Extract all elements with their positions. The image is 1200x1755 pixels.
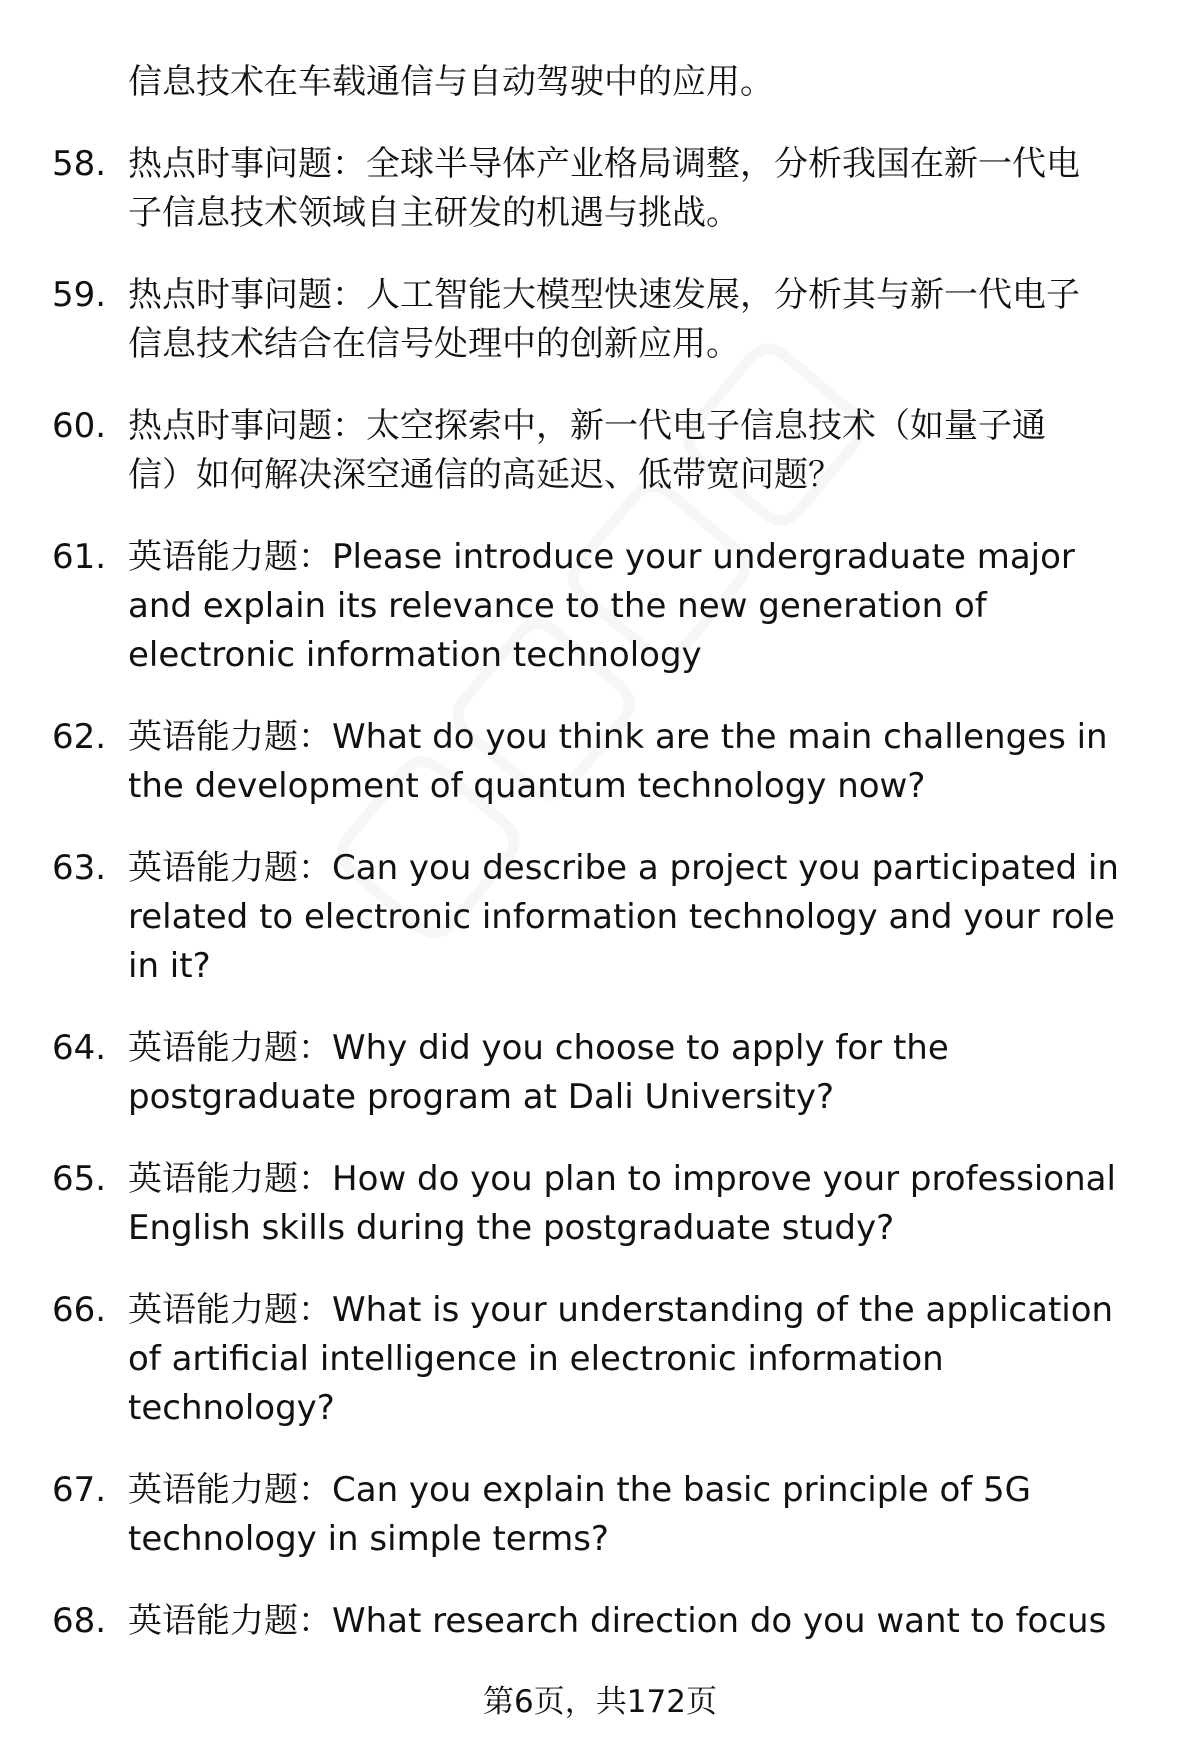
item-line: 英语能力题：Why did you choose to apply for the: [128, 1028, 949, 1068]
item-line: 英语能力题：How do you plan to improve your professional: [128, 1159, 1116, 1199]
item-line: technology?: [128, 1388, 335, 1428]
list-item: [0, 844, 1200, 991]
item-number: 65.: [52, 1159, 107, 1199]
item-line: technology in simple terms?: [128, 1519, 609, 1559]
item-line: 热点时事问题：全球半导体产业格局调整，分析我国在新一代电: [128, 144, 1080, 184]
item-line: 信）如何解决深空通信的高延迟、低带宽问题？: [128, 455, 842, 495]
item-number: 66.: [52, 1290, 107, 1330]
item-text: [128, 844, 1200, 991]
item-line: of artificial intelligence in electronic information: [128, 1339, 944, 1379]
item-line: 英语能力题：What research direction do you want to focus: [128, 1601, 1107, 1641]
item-number: 64.: [52, 1028, 107, 1068]
continuation-text: 信息技术在车载通信与自动驾驶中的应用。: [128, 62, 774, 102]
item-line: English skills during the postgraduate study?: [128, 1208, 895, 1248]
item-line: 热点时事问题：人工智能大模型快速发展，分析其与新一代电子: [128, 275, 1080, 315]
item-text: [128, 1286, 1200, 1433]
list-item: [0, 1024, 1200, 1122]
item-line: 英语能力题：Can you describe a project you participated in: [128, 848, 1119, 888]
item-text: [128, 713, 1200, 811]
item-text: [128, 1155, 1200, 1253]
item-number: 58.: [52, 144, 107, 184]
item-number: 67.: [52, 1470, 107, 1510]
item-line: related to electronic information technology and your role: [128, 897, 1115, 937]
item-text: [128, 1597, 1200, 1646]
list-item: [0, 533, 1200, 680]
item-number: 62.: [52, 717, 107, 757]
item-line: and explain its relevance to the new generation of: [128, 586, 987, 626]
item-number: 59.: [52, 275, 107, 315]
item-line: 信息技术结合在信号处理中的创新应用。: [128, 324, 740, 364]
list-item: [0, 1286, 1200, 1433]
item-number: 60.: [52, 406, 107, 446]
item-line: 英语能力题：Please introduce your undergraduate major: [128, 537, 1075, 577]
item-text: [128, 1466, 1200, 1564]
item-line: 英语能力题：Can you explain the basic principle of 5G: [128, 1470, 1032, 1510]
item-number: 61.: [52, 537, 107, 577]
list-item: [0, 140, 1200, 238]
item-text: [128, 271, 1200, 369]
list-item: [0, 271, 1200, 369]
item-line: postgraduate program at Dali University?: [128, 1077, 835, 1117]
item-text: [128, 140, 1200, 238]
list-item: [0, 1155, 1200, 1253]
item-number: 63.: [52, 848, 107, 888]
item-line: 热点时事问题：太空探索中，新一代电子信息技术（如量子通: [128, 406, 1046, 446]
item-line: electronic information technology: [128, 635, 702, 675]
item-text: [128, 402, 1200, 500]
item-line: 英语能力题：What do you think are the main challenges in: [128, 717, 1108, 757]
item-line: 子信息技术领域自主研发的机遇与挑战。: [128, 193, 740, 233]
list-item: [0, 402, 1200, 500]
question-list: [0, 140, 1200, 1679]
item-line: 英语能力题：What is your understanding of the application: [128, 1290, 1114, 1330]
list-item: [0, 713, 1200, 811]
item-line: in it?: [128, 946, 211, 986]
item-text: [128, 533, 1200, 680]
page-footer: 第6页，共172页: [483, 1684, 717, 1720]
item-line: the development of quantum technology now?: [128, 766, 926, 806]
item-number: 68.: [52, 1601, 107, 1641]
list-item: [0, 1466, 1200, 1564]
list-item: [0, 1597, 1200, 1646]
item-text: [128, 1024, 1200, 1122]
